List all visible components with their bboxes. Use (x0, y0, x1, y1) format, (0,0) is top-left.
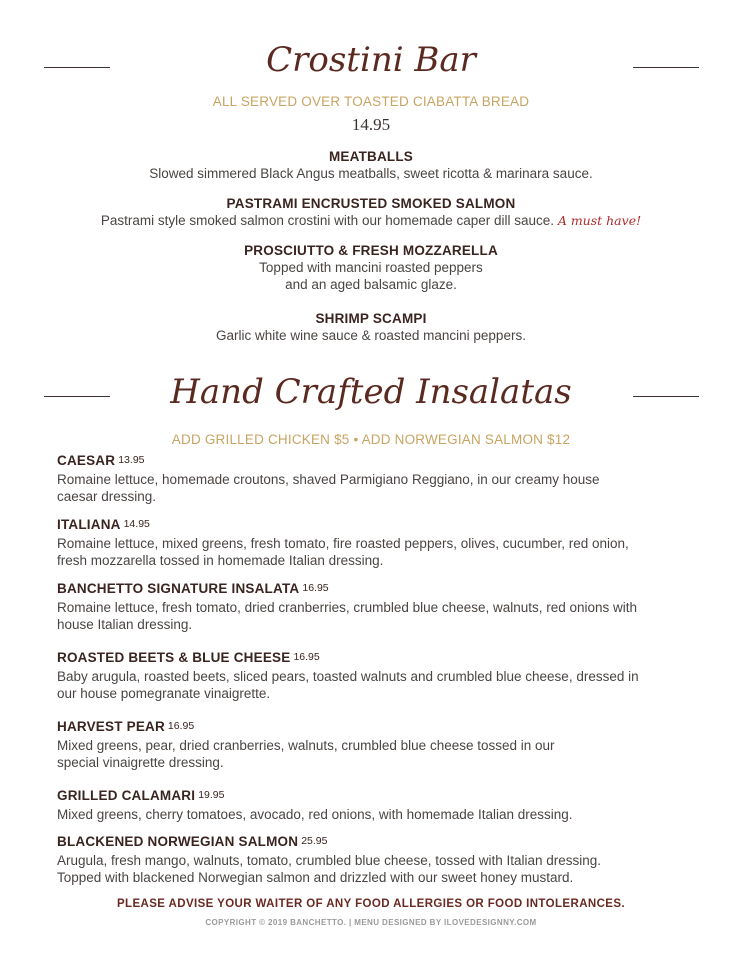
menu-item (0, 242, 742, 293)
menu-item-name: BLACKENED NORWEGIAN SALMON (57, 834, 299, 849)
menu-item-price: 16.95 (167, 720, 195, 732)
insalatas-tagline: ADD GRILLED CHICKEN $5 • ADD NORWEGIAN SALMON $12 (171, 432, 571, 447)
copyright-text: COPYRIGHT © 2019 BANCHETTO. | MENU DESIGNED BY ILOVEDESIGNNY.COM (205, 918, 537, 927)
menu-item-price: 19.95 (198, 789, 225, 801)
insalatas-title: Hand Crafted Insalatas (170, 372, 572, 412)
menu-item-description: Topped with blackened Norwegian salmon and drizzled with our sweet honey mustard. (57, 870, 574, 885)
menu-item-description: Mixed greens, pear, dried cranberries, walnuts, crumbled blue cheese tossed in our (57, 738, 555, 753)
menu-item-description-row (0, 212, 742, 229)
menu-item-price: 16.95 (293, 651, 320, 663)
menu-item (0, 148, 742, 182)
menu-item-name: PASTRAMI ENCRUSTED SMOKED SALMON (226, 196, 516, 211)
menu-item-description: our house pomegranate vinaigrette. (57, 686, 271, 701)
menu-item-description: Mixed greens, cherry tomatoes, avocado, red onions, with homemade Italian dressing. (57, 807, 573, 822)
allergy-notice: PLEASE ADVISE YOUR WAITER OF ANY FOOD ALLERGIES OR FOOD INTOLERANCES. (116, 898, 626, 910)
menu-item-price: 13.95 (118, 454, 145, 466)
menu-item-name: PROSCIUTTO & FRESH MOZZARELLA (244, 243, 498, 258)
menu-item-description: Romaine lettuce, homemade croutons, shaved Parmigiano Reggiano, in our creamy house (57, 472, 600, 487)
menu-item-name: ITALIANA (57, 517, 121, 532)
crostini-tagline: ALL SERVED OVER TOASTED CIABATTA BREAD (212, 94, 530, 109)
menu-item-name: MEATBALLS (328, 149, 414, 164)
menu-item (57, 787, 687, 823)
must-have-note: A must have! (557, 213, 642, 228)
menu-item-name: CAESAR (57, 453, 116, 468)
menu-item (57, 580, 687, 633)
menu-item-price: 14.95 (123, 518, 150, 530)
menu-item-description: Romaine lettuce, mixed greens, fresh tomato, fire roasted peppers, olives, cucumber, red onion, (57, 536, 629, 551)
menu-item-name: SHRIMP SCAMPI (315, 311, 427, 326)
menu-item (0, 310, 742, 344)
menu-item-description: Garlic white wine sauce & roasted mancini peppers. (216, 328, 526, 343)
menu-item-description: and an aged balsamic glaze. (285, 277, 457, 292)
menu-item-description: house Italian dressing. (57, 617, 193, 632)
menu-item-description: Topped with mancini roasted peppers (259, 260, 483, 275)
menu-item (57, 833, 687, 886)
menu-item-description: caesar dressing. (57, 489, 157, 504)
menu-item (57, 718, 687, 771)
crostini-bar-title: Crostini Bar (266, 40, 476, 80)
menu-item-description: Arugula, fresh mango, walnuts, tomato, crumbled blue cheese, tossed with Italian dressing. (57, 853, 602, 868)
menu-item-name: HARVEST PEAR (57, 719, 165, 734)
menu-item-price: 25.95 (301, 835, 328, 847)
menu-item-description: Romaine lettuce, fresh tomato, dried cranberries, crumbled blue cheese, walnuts, red onions with (57, 600, 638, 615)
menu-item-name: BANCHETTO SIGNATURE INSALATA (57, 581, 300, 596)
menu-item (0, 195, 742, 229)
menu-item-description: Slowed simmered Black Angus meatballs, sweet ricotta & marinara sauce. (149, 166, 593, 181)
crostini-price: 14.95 (351, 115, 391, 134)
menu-item-description: Baby arugula, roasted beets, sliced pears, toasted walnuts and crumbled blue cheese, dressed in (57, 669, 639, 684)
menu-item-description: fresh mozzarella tossed in homemade Italian dressing. (57, 553, 384, 568)
menu-item-name: GRILLED CALAMARI (57, 788, 196, 803)
menu-item-name: ROASTED BEETS & BLUE CHEESE (57, 650, 291, 665)
menu-item (57, 452, 687, 505)
menu-item-price: 16.95 (302, 582, 329, 594)
menu-item-description: special vinaigrette dressing. (57, 755, 224, 770)
menu-item (57, 649, 687, 702)
menu-item-description: Pastrami style smoked salmon crostini with our homemade caper dill sauce. (100, 213, 555, 228)
menu-item (57, 516, 687, 569)
